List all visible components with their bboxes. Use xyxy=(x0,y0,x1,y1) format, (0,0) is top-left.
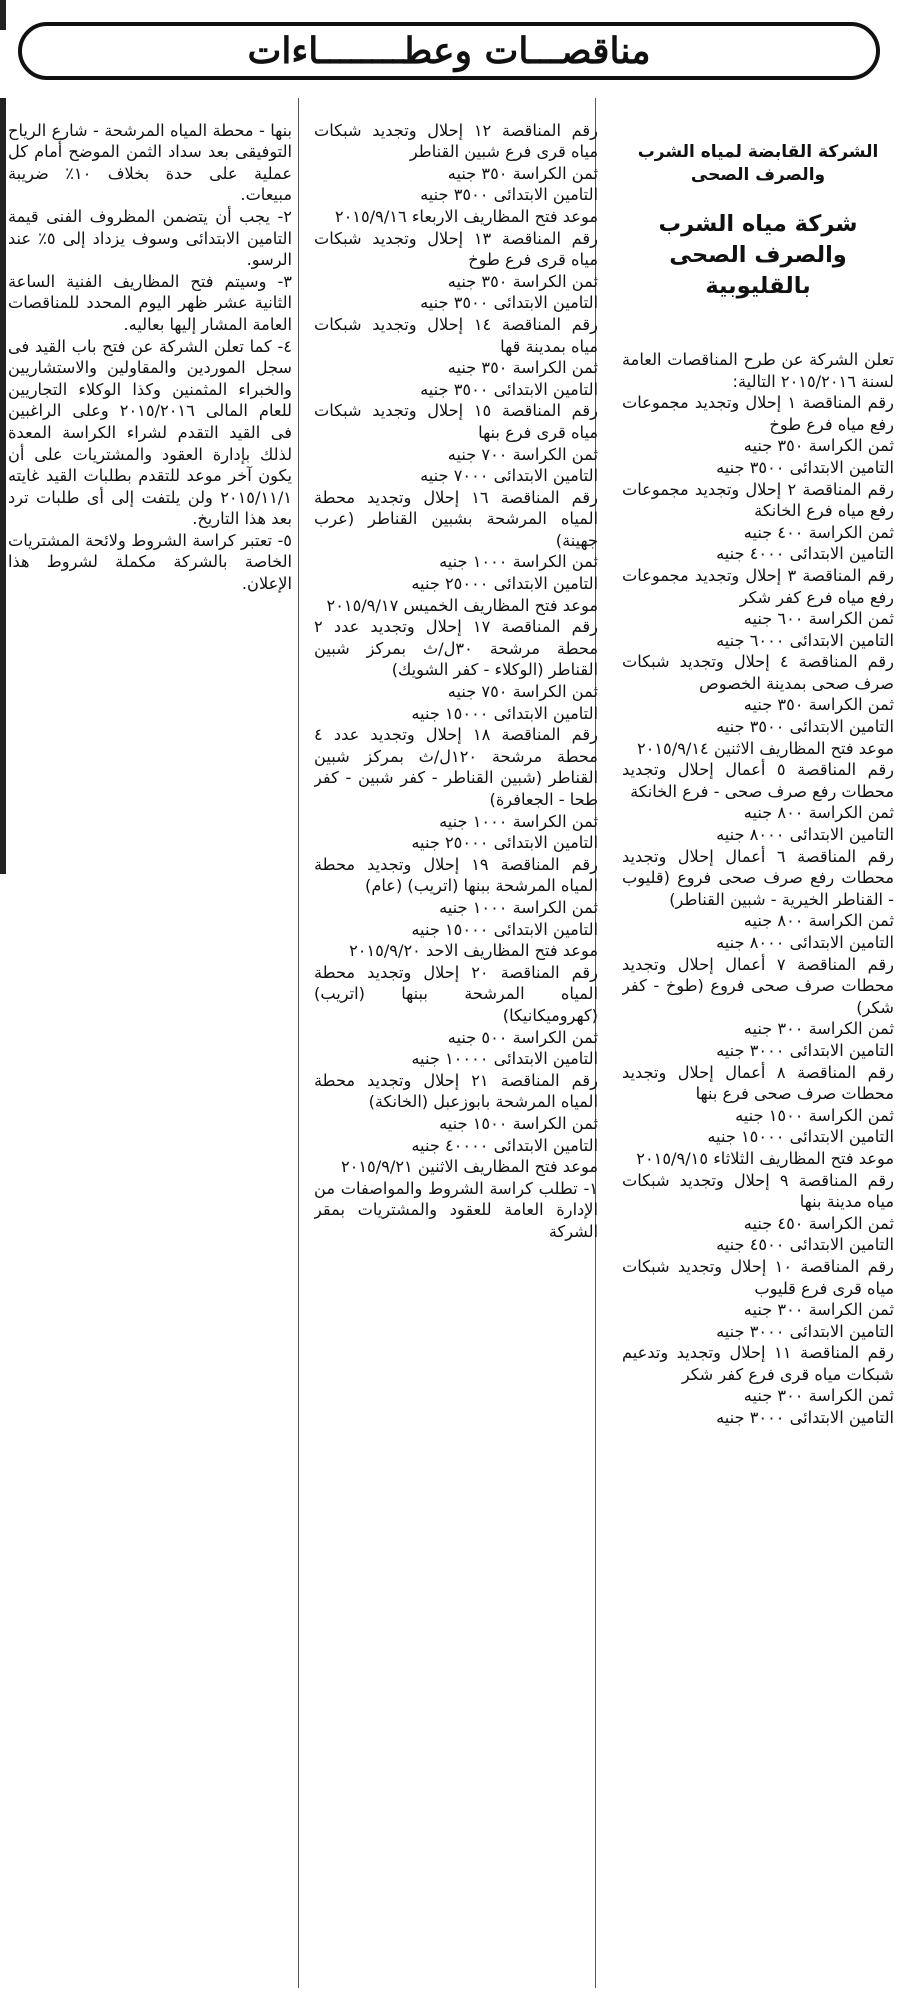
section-header xyxy=(18,22,880,80)
page-edge-bar xyxy=(0,98,6,874)
tender-list-part-2: رقم المناقصة ١٢ إحلال وتجديد شبكات مياه قرى فرع شبين القناطر ثمن الكراسة ٣٥٠ جنيه التامين الابتدائى ٣٥٠٠ جنيه موعد فتح المظاريف الاربعاء ٢٠١٥/٩/١٦ رقم المناقصة ١٣ إحلال وتجديد شبكات مياه قرى فرع طوخ ثمن الكراسة ٣٥٠ جنيه التامين الابتدائى ٣٥٠٠ جنيه رقم المناقصة ١٤ إحلال وتجديد شبكات مياه بمدينة قها ثمن الكراسة ٣٥٠ جنيه التامين الابتدائى ٣٥٠٠ جنيه رقم المناقصة ١٥ إحلال وتجديد شبكات مياه قرى فرع بنها ثمن الكراسة ٧٠٠ جنيه التامين الابتدائى ٧٠٠٠ جنيه رقم المناقصة ١٦ إحلال وتجديد محطة المياه المرشحة بشبين القناطر (عرب جهينة) ثمن الكراسة ١٠٠٠ جنيه التامين الابتدائى ٢٥٠٠٠ جنيه موعد فتح المظاريف الخميس ٢٠١٥/٩/١٧ رقم المناقصة ١٧ إحلال وتجديد عدد ٢ محطة مرشحة ٣٠ل/ث بمركز شبين القناطر (الوكلاء - كفر الشويك) ثمن الكراسة ٧٥٠ جنيه التامين الابتدائى ١٥٠٠٠ جنيه رقم المناقصة ١٨ إحلال وتجديد عدد ٤ محطة مرشحة ١٢٠ل/ث بمركز شبين القناطر (شبين القناطر - كفر شبين - كفر طحا - الجعافرة) ثمن الكراسة ١٠٠٠ جنيه التامين الابتدائى ٢٥٠٠٠ جنيه رقم المناقصة ١٩ إحلال وتجديد محطة المياه المرشحة ببنها (اتريب) (عام) ثمن الكراسة ١٠٠٠ جنيه التامين الابتدائى ١٥٠٠٠ جنيه موعد فتح المظاريف الاحد ٢٠١٥/٩/٢٠ رقم المناقصة ٢٠ إحلال وتجديد محطة المياه المرشحة ببنها (اتريب) (كهروميكانيكا) ثمن الكراسة ٥٠٠ جنيه التامين الابتدائى ١٠٠٠٠ جنيه رقم المناقصة ٢١ إحلال وتجديد محطة المياه المرشحة بابوزعبل (الخانكة) ثمن الكراسة ١٥٠٠ جنيه التامين الابتدائى ٤٠٠٠٠ جنيه موعد فتح المظاريف الاثنين ٢٠١٥/٩/٢١ ١- تطلب كراسة الشروط والمواصفات من الإدارة العامة للعقود والمشتريات بمقر الشركة xyxy=(314,120,598,1241)
column-right xyxy=(622,98,894,1988)
column-divider xyxy=(298,98,299,1988)
page-edge-mark xyxy=(0,0,6,30)
holding-company-name: الشركة القابضة لمياه الشرب والصرف الصحى xyxy=(637,142,879,186)
tender-conditions: بنها - محطة المياه المرشحة - شارع الرياح التوفيقى بعد سداد الثمن الموضح أمام كل عملية على حدة بخلاف ١٠٪ ضريبة مبيعات. ٢- يجب أن يتضمن المظروف الفنى قيمة التامين الابتدائى وسوف يزداد إلى ٥٪ عند الرسو. ٣- وسيتم فتح المظاريف الفنية الساعة الثانية عشر ظهر اليوم المحدد للمناقصات العامة المشار إليها بعاليه. ٤- كما تعلن الشركة عن فتح باب القيد فى سجل الموردين والمقاولين والاستشاريين والخبراء المثمنين وكذا الوكلاء التجاريين للعام المالى ٢٠١٥/٢٠١٦ وعلى الراغبين فى القيد التقدم لشراء الكراسة المعدة لذلك بإدارة العقود والمشتريات على أن يكون آخر موعد للتقدم بطلبات القيد غايته ٢٠١٥/١١/١ ولن يلتفت إلى أى طلبات ترد بعد هذا التاريخ. ٥- تعتبر كراسة الشروط ولائحة المشتريات الخاصة بالشركة مكملة لشروط هذا الإعلان. xyxy=(8,120,292,594)
company-heading xyxy=(622,120,894,324)
tender-list-part-1: تعلن الشركة عن طرح المناقصات العامة لسنة ٢٠١٥/٢٠١٦ التالية: رقم المناقصة ١ إحلال وتجديد مجموعات رفع مياه فرع طوخ ثمن الكراسة ٣٥٠ جنيه التامين الابتدائى ٣٥٠٠ جنيه رقم المناقصة ٢ إحلال وتجديد مجموعات رفع مياه فرع الخانكة ثمن الكراسة ٤٠٠ جنيه التامين الابتدائى ٤٠٠٠ جنيه رقم المناقصة ٣ إحلال وتجديد مجموعات رفع مياه فرع كفر شكر ثمن الكراسة ٦٠٠ جنيه التامين الابتدائى ٦٠٠٠ جنيه رقم المناقصة ٤ إحلال وتجديد شبكات صرف صحى بمدينة الخصوص ثمن الكراسة ٣٥٠ جنيه التامين الابتدائى ٣٥٠٠ جنيه موعد فتح المظاريف الاثنين ٢٠١٥/٩/١٤ رقم المناقصة ٥ أعمال إحلال وتجديد محطات رفع صرف صحى - فرع الخانكة ثمن الكراسة ٨٠٠ جنيه التامين الابتدائى ٨٠٠٠ جنيه رقم المناقصة ٦ أعمال إحلال وتجديد محطات رفع صرف صحى فروع (قليوب - القناطر الخيرية - شبين القناطر) ثمن الكراسة ٨٠٠ جنيه التامين الابتدائى ٨٠٠٠ جنيه رقم المناقصة ٧ أعمال إحلال وتجديد محطات صرف صحى فروع (طوخ - كفر شكر) ثمن الكراسة ٣٠٠ جنيه التامين الابتدائى ٣٠٠٠ جنيه رقم المناقصة ٨ أعمال إحلال وتجديد محطات صرف صحى فرع بنها ثمن الكراسة ١٥٠٠ جنيه التامين الابتدائى ١٥٠٠٠ جنيه موعد فتح المظاريف الثلاثاء ٢٠١٥/٩/١٥ رقم المناقصة ٩ إحلال وتجديد شبكات مياه مدينة بنها ثمن الكراسة ٤٥٠ جنيه التامين الابتدائى ٤٥٠٠ جنيه رقم المناقصة ١٠ إحلال وتجديد شبكات مياه قرى فرع قليوب ثمن الكراسة ٣٠٠ جنيه التامين الابتدائى ٣٠٠٠ جنيه رقم المناقصة ١١ إحلال وتجديد وتدعيم شبكات مياه قرى فرع كفر شكر ثمن الكراسة ٣٠٠ جنيه التامين الابتدائى ٣٠٠٠ جنيه xyxy=(622,349,894,1428)
company-name: شركة مياه الشرب والصرف الصحى بالقليوبية xyxy=(658,210,858,299)
column-left xyxy=(8,98,292,874)
section-title: مناقصـــات وعطــــــــاءات xyxy=(247,30,651,72)
column-middle xyxy=(314,98,598,1988)
